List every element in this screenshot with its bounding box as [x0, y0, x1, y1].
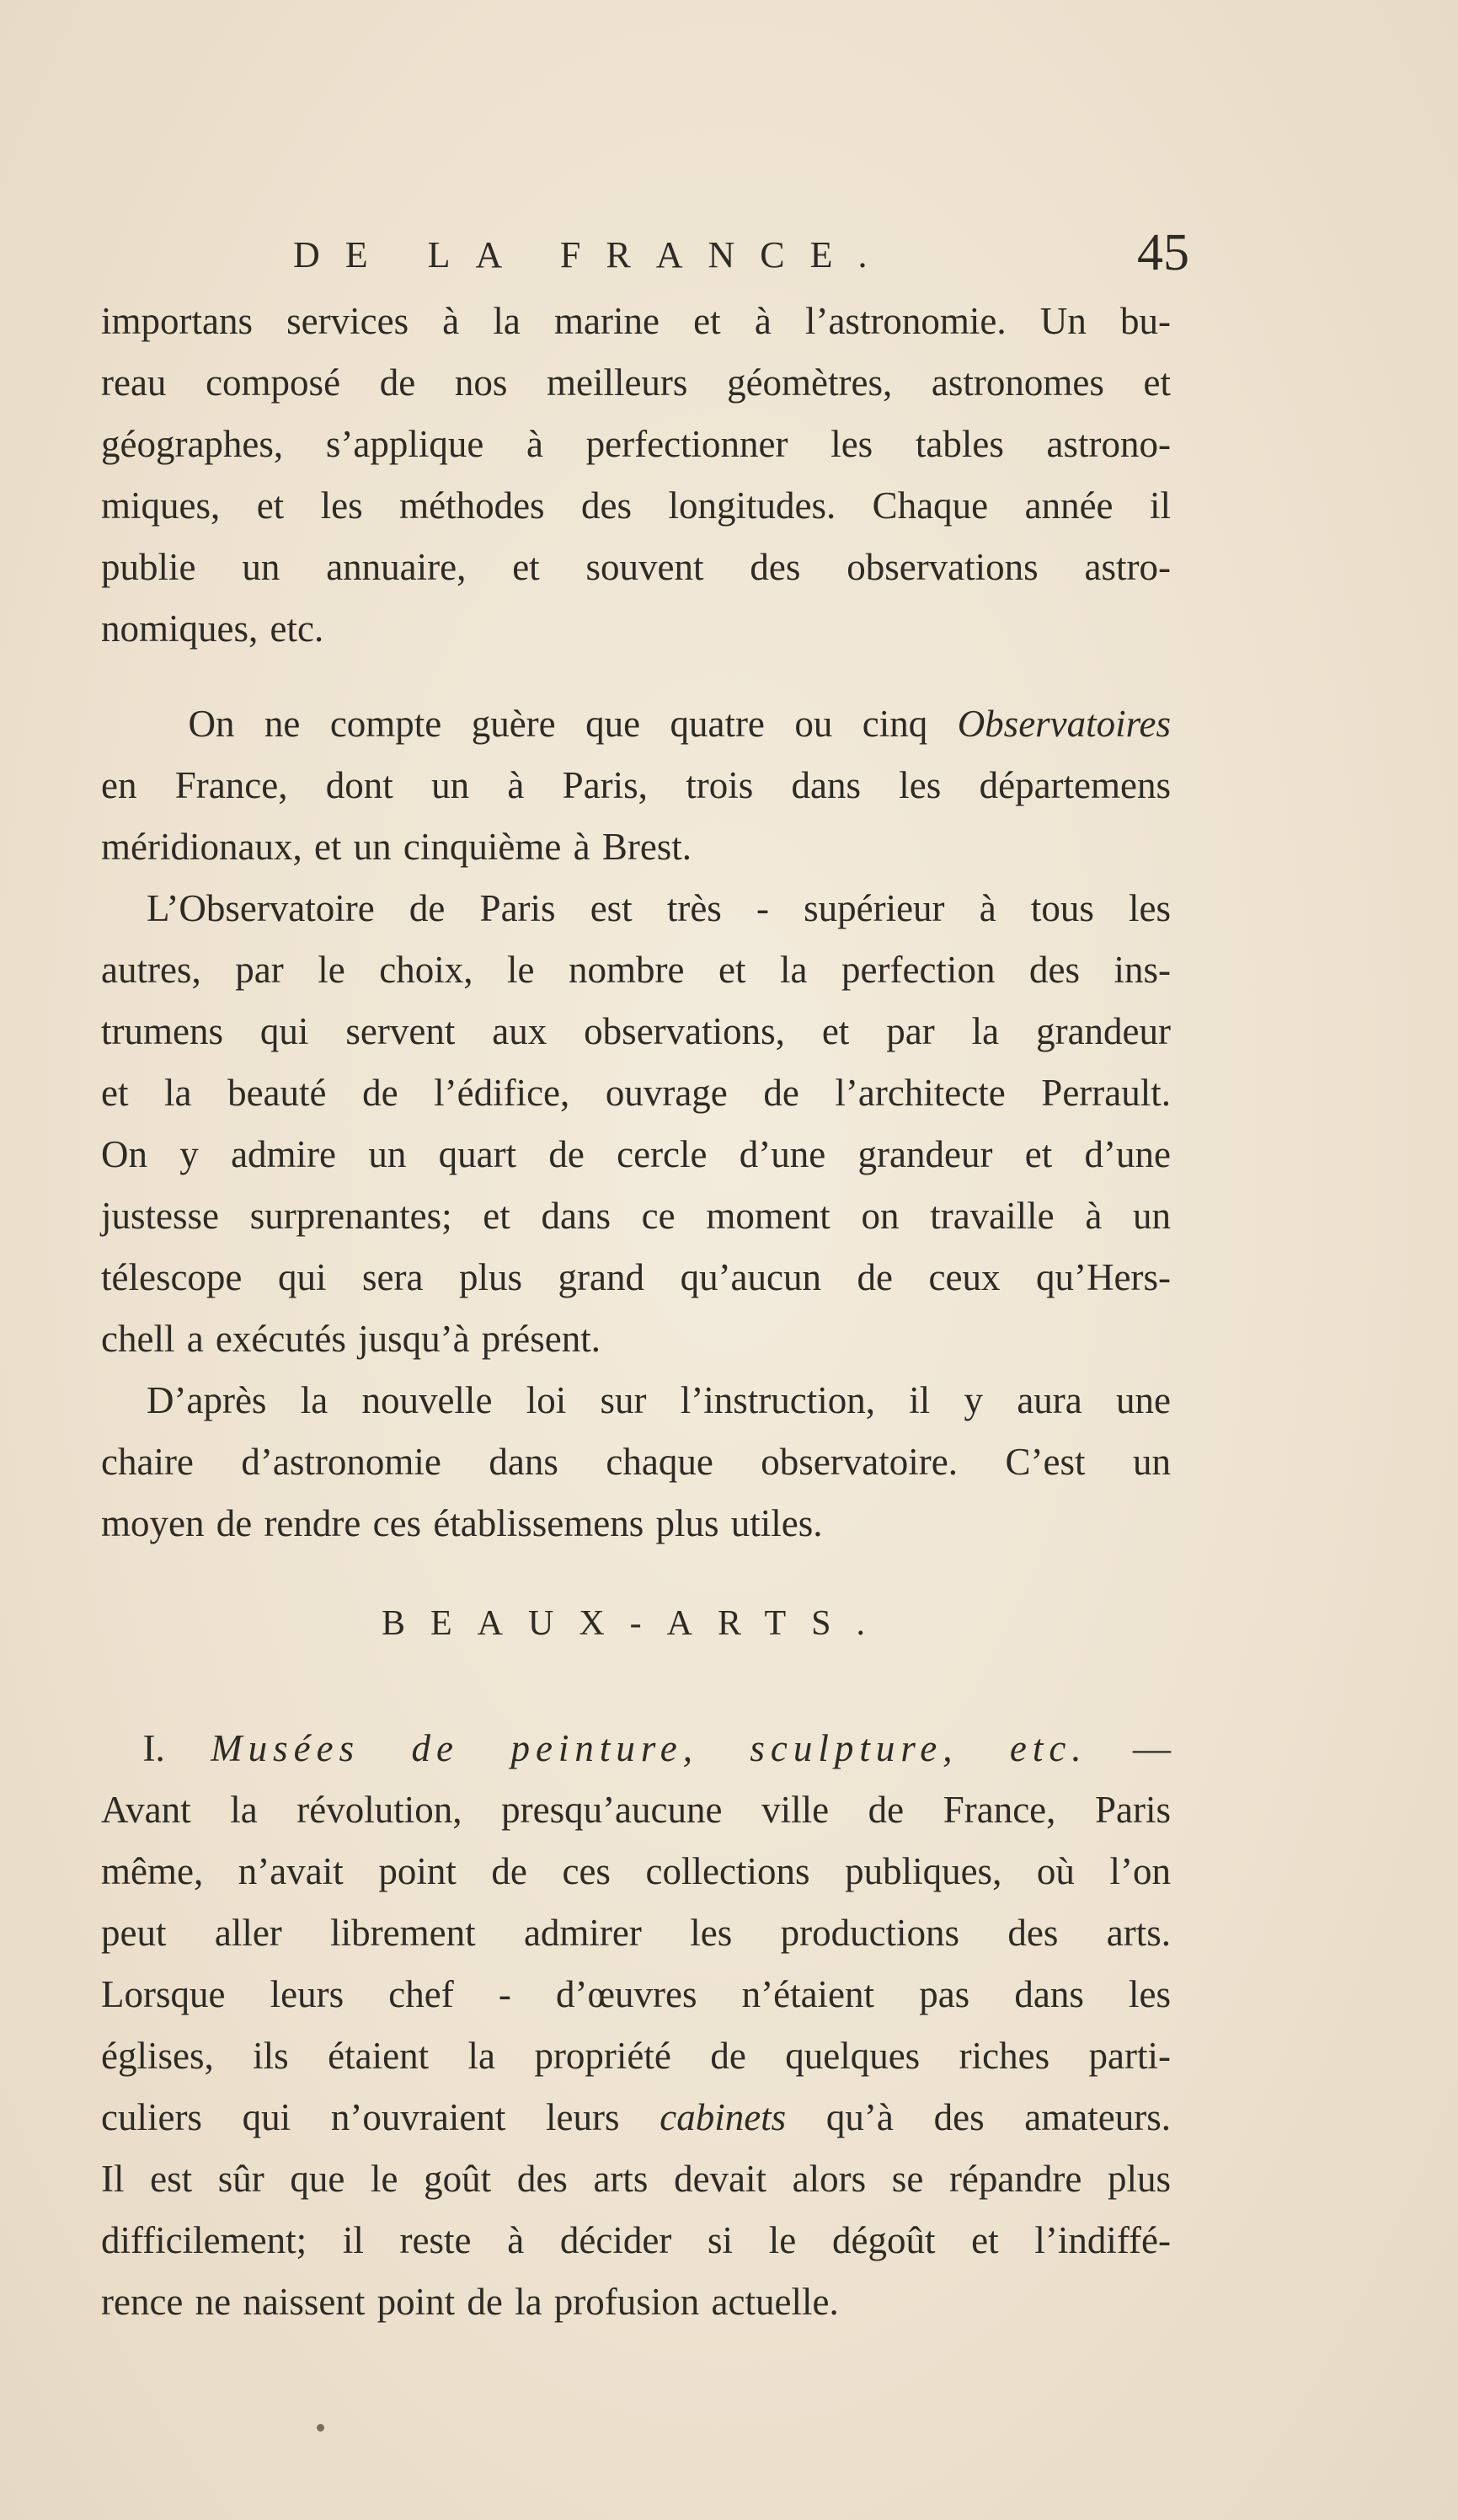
section-heading-beaux-arts: BEAUX-ARTS.	[382, 1604, 890, 1643]
paragraph-museums	[101, 1718, 1171, 2333]
text-line: et la beauté de l’édifice, ouvrage de l’architecte Perrault.	[101, 1072, 1171, 1114]
text-line: chaire d’astronomie dans chaque observatoire. C’est un	[101, 1441, 1171, 1483]
paragraph-new-law	[101, 1370, 1171, 1554]
text-segment: L’Observatoire de Paris est très - supérieur à tous les	[147, 887, 1171, 929]
text-line: méridionaux, et un cinquième à Brest.	[101, 826, 692, 868]
text-line: publie un annuaire, et souvent des observations astro-	[101, 546, 1171, 588]
text-line: difficilement; il reste à décider si le dégoût et l’indiffé-	[101, 2219, 1171, 2261]
text-line: rence ne naissent point de la profusion actuelle.	[101, 2281, 839, 2323]
em-dash: —	[1133, 1727, 1171, 1769]
text-line: en France, dont un à Paris, trois dans les départemens	[101, 764, 1171, 806]
paragraph-gap	[101, 660, 1171, 693]
text-line: géographes, s’applique à perfectionner les tables astrono-	[101, 423, 1171, 465]
text-line	[101, 878, 1171, 939]
text-segment: qu’à des amateurs.	[786, 2096, 1171, 2138]
text-line: églises, ils étaient la propriété de quelques riches parti-	[101, 2035, 1171, 2077]
page-number: 45	[1137, 224, 1189, 281]
text-line: On y admire un quart de cercle d’une grandeur et d’une	[101, 1133, 1171, 1175]
text-line: trumens qui servent aux observations, et par la grandeur	[101, 1010, 1171, 1052]
paragraph-observatory-bureau	[101, 291, 1171, 660]
text-line: Avant la révolution, presqu’aucune ville de France, Paris	[101, 1789, 1171, 1831]
text-segment: culiers qui n’ouvraient leurs	[101, 2096, 660, 2138]
text-line: reau composé de nos meilleurs géomètres, astronomes et	[101, 361, 1171, 404]
text-line	[101, 2087, 1171, 2148]
text-line: même, n’avait point de ces collections publiques, où l’on	[101, 1850, 1171, 1892]
text-line	[101, 1718, 1171, 1779]
italic-term-cabinets: cabinets	[660, 2096, 787, 2138]
text-line: importans services à la marine et à l’astronomie. Un bu-	[101, 300, 1171, 342]
running-title: DE LA FRANCE.	[293, 234, 893, 276]
italic-title-musees: Musées de peinture, sculpture, etc.	[211, 1727, 1087, 1769]
text-line	[101, 693, 1171, 755]
text-line: chell a exécutés jusqu’à présent.	[101, 1318, 601, 1360]
text-line	[101, 1370, 1171, 1431]
text-line: miques, et les méthodes des longitudes. Chaque année il	[101, 484, 1171, 527]
italic-term-observatoires: Observatoires	[957, 703, 1171, 745]
text-line: peut aller librement admirer les productions des arts.	[101, 1912, 1171, 1954]
text-line: nomiques, etc.	[101, 607, 324, 650]
text-line: Il est sûr que le goût des arts devait alors se répandre plus	[101, 2158, 1171, 2200]
paragraph-observatories-count	[101, 693, 1171, 878]
text-segment: D’après la nouvelle loi sur l’instruction, il y aura une	[147, 1379, 1171, 1421]
section-numeral: I.	[142, 1727, 165, 1769]
paragraph-paris-observatory	[101, 878, 1171, 1370]
running-head	[101, 224, 1189, 285]
text-line: télescope qui sera plus grand qu’aucun de ceux qu’Hers-	[101, 1256, 1171, 1298]
text-line: moyen de rendre ces établissemens plus utiles.	[101, 1502, 823, 1544]
text-line: Lorsque leurs chef - d’œuvres n’étaient pas dans les	[101, 1973, 1171, 2015]
text-segment: On ne compte guère que quatre ou cinq	[188, 703, 958, 745]
body-text	[101, 291, 1171, 2333]
ink-speck	[317, 2424, 324, 2432]
text-line: justesse surprenantes; et dans ce moment on travaille à un	[101, 1195, 1171, 1237]
text-line: autres, par le choix, le nombre et la perfection des ins-	[101, 949, 1171, 991]
